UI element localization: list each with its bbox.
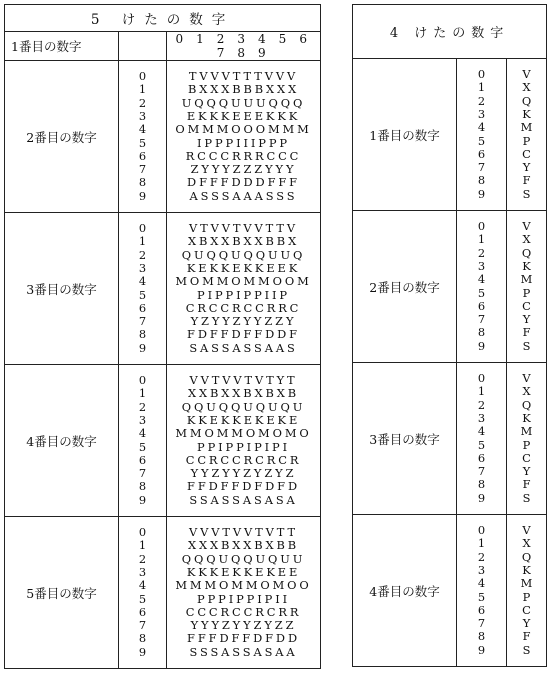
letter-cell: M <box>520 272 533 287</box>
four-digit-group-row <box>353 211 547 363</box>
letter-row: YYZYYZYZYZ <box>190 466 297 481</box>
digit-cell: 4 <box>138 426 147 441</box>
digit-cell: 3 <box>477 562 486 577</box>
letter-row: MMOMMOMOMO <box>175 426 312 441</box>
four-digit-group-row <box>353 515 547 667</box>
letter-cell: F <box>522 325 531 340</box>
digit-cell: 1 <box>477 536 486 551</box>
digit-cell: 2 <box>477 245 486 260</box>
letter-cell: Y <box>522 616 531 631</box>
letter-row: XXXBXXBXBB <box>187 538 300 553</box>
letter-row: VTVVTVVTTV <box>189 221 298 236</box>
letter-cell: V <box>522 67 531 82</box>
digit-cell: 5 <box>477 133 486 148</box>
letter-row: PPIPPIPIPI <box>197 439 290 454</box>
letter-row: OMMMOOOMMM <box>175 122 312 137</box>
digit-cell: 3 <box>477 410 486 425</box>
four-digit-group-row <box>353 363 547 515</box>
digit-cell: 5 <box>477 437 486 452</box>
letter-cell: P <box>522 437 531 452</box>
digit-cell: 2 <box>138 247 147 262</box>
letter-column <box>507 59 547 211</box>
digit-cell: 8 <box>477 325 486 340</box>
letter-cell: S <box>522 490 531 505</box>
letter-row: UQQQUUUQQQ <box>181 95 306 110</box>
digit-cell: 9 <box>138 492 147 507</box>
five-digit-group-row <box>5 365 321 517</box>
letter-cell: K <box>522 562 531 577</box>
digit-cell: 1 <box>138 538 147 553</box>
letter-grid <box>167 365 321 517</box>
letter-cell: K <box>522 258 531 273</box>
letter-cell: F <box>522 477 531 492</box>
letter-row: FFDFFDFDFD <box>187 479 300 494</box>
digit-cell: 9 <box>138 188 147 203</box>
letter-cell: S <box>522 338 531 353</box>
digit-cell: 7 <box>477 160 486 175</box>
letter-row: PPPIPPIPII <box>197 591 290 606</box>
digit-cell: 8 <box>477 173 486 188</box>
digit-cell: 7 <box>138 162 147 177</box>
digit-cell: 2 <box>477 93 486 108</box>
five-digit-title: 5 けたの数字 <box>5 5 321 32</box>
digit-cell: 7 <box>138 314 147 329</box>
letter-cell: Q <box>521 93 532 108</box>
letter-cell: M <box>520 120 533 135</box>
letter-cell: X <box>522 80 531 95</box>
digit-cell: 3 <box>477 106 486 121</box>
digit-cell: 6 <box>477 602 486 617</box>
digit-cell: 3 <box>138 564 147 579</box>
digit-cell: 1 <box>138 386 147 401</box>
five-digit-group-row <box>5 61 321 213</box>
group-label: 2番目の数字 <box>353 211 457 363</box>
letter-cell: V <box>522 371 531 386</box>
five-digit-group-row <box>5 517 321 669</box>
digit-cell: 6 <box>477 146 486 161</box>
letter-grid <box>167 517 321 669</box>
letter-cell: K <box>522 410 531 425</box>
digit-cell: 3 <box>138 108 147 123</box>
digit-cell: 0 <box>477 67 486 82</box>
digit-cell: 4 <box>477 576 486 591</box>
digit-cell: 5 <box>138 287 147 302</box>
letter-row: DFFFDDDFFF <box>187 175 300 190</box>
letter-row: TVVVTTTVVV <box>188 69 299 84</box>
digit-cell: 8 <box>138 479 147 494</box>
digit-cell: 6 <box>138 148 147 163</box>
digit-column <box>457 59 507 211</box>
digit-cell: 6 <box>477 298 486 313</box>
letter-row: QQUQQUQUQU <box>181 399 306 414</box>
four-digit-title: 4 けたの数字 <box>353 5 547 59</box>
digit-cell: 0 <box>477 371 486 386</box>
four-digit-code-table <box>352 4 547 667</box>
digit-cell: 4 <box>138 578 147 593</box>
letter-row: RCCCRRRCCC <box>185 148 302 163</box>
digit-cell: 4 <box>477 272 486 287</box>
digit-cell: 4 <box>477 120 486 135</box>
digit-column <box>457 363 507 515</box>
digit-cell: 9 <box>477 338 486 353</box>
letter-row: KKEKKEKEKE <box>186 412 301 427</box>
letter-row: FDFFDFFDDF <box>187 327 300 342</box>
five-digit-code-table <box>4 4 321 669</box>
digit-cell: 5 <box>477 589 486 604</box>
letter-column <box>507 363 547 515</box>
group-label: 4番目の数字 <box>353 515 457 667</box>
digit-cell: 9 <box>477 642 486 657</box>
letter-row: SASSASSAAS <box>189 340 298 355</box>
group-label: 4番目の数字 <box>5 365 119 517</box>
letter-cell: C <box>522 146 531 161</box>
digit-column <box>119 517 167 669</box>
group-label: 1番目の数字 <box>353 59 457 211</box>
letter-cell: C <box>522 298 531 313</box>
group-label: 5番目の数字 <box>5 517 119 669</box>
digit-cell: 2 <box>138 551 147 566</box>
letter-cell: Q <box>521 397 532 412</box>
letter-row: ZYYYZZZYYY <box>190 162 297 177</box>
digit-cell: 8 <box>138 175 147 190</box>
letter-cell: P <box>522 133 531 148</box>
letter-row: SSSASSASAA <box>189 644 298 659</box>
empty-header-cell <box>119 32 167 61</box>
letter-cell: S <box>522 642 531 657</box>
letter-cell: Y <box>522 464 531 479</box>
digit-cell: 0 <box>138 525 147 540</box>
four-digit-group-row <box>353 59 547 211</box>
digit-cell: 9 <box>477 186 486 201</box>
letter-cell: K <box>522 106 531 121</box>
letter-row: MOMMOMMOOM <box>175 274 312 289</box>
letter-cell: Y <box>522 312 531 327</box>
letter-cell: X <box>522 384 531 399</box>
digit-cell: 6 <box>138 300 147 315</box>
letter-row: SSASSASASA <box>189 492 298 507</box>
letter-cell: M <box>520 576 533 591</box>
digit-cell: 2 <box>138 95 147 110</box>
letter-row: PIPPIPPIIP <box>197 287 290 302</box>
letter-row: CCCRCCRCRR <box>185 604 302 619</box>
digit-column <box>119 61 167 213</box>
letter-cell: F <box>522 629 531 644</box>
letter-cell: X <box>522 232 531 247</box>
digit-cell: 1 <box>138 82 147 97</box>
letter-cell: X <box>522 536 531 551</box>
digit-cell: 7 <box>138 618 147 633</box>
letter-cell: C <box>522 450 531 465</box>
digit-cell: 5 <box>138 439 147 454</box>
letter-grid <box>167 61 321 213</box>
digit-cell: 3 <box>477 258 486 273</box>
letter-grid <box>167 213 321 365</box>
digit-cell: 9 <box>477 490 486 505</box>
letter-row: YYYZYYZYZZ <box>190 618 297 633</box>
letter-row: CCRCCRCRCR <box>185 452 302 467</box>
letter-row: QQQUQQUQUU <box>181 551 306 566</box>
letter-cell: V <box>522 219 531 234</box>
digit-cell: 2 <box>138 399 147 414</box>
digit-cell: 9 <box>138 644 147 659</box>
letter-column <box>507 515 547 667</box>
digit-cell: 0 <box>138 221 147 236</box>
letter-cell: S <box>522 186 531 201</box>
digit-cell: 7 <box>477 312 486 327</box>
letter-row: EKKKEEEKKK <box>186 108 301 123</box>
letter-row: VVVTVVTVTT <box>189 525 298 540</box>
digit-cell: 0 <box>138 69 147 84</box>
letter-cell: Q <box>521 245 532 260</box>
letter-row: BXXXBBBXXX <box>187 82 300 97</box>
letter-row: IPPPIIIPPP <box>197 135 290 150</box>
header-digits: 0 1 2 3 4 5 6 7 8 9 <box>167 32 321 61</box>
digit-cell: 3 <box>138 260 147 275</box>
letter-cell: M <box>520 424 533 439</box>
first-digit-label: 1番目の数字 <box>5 32 119 61</box>
digit-cell: 4 <box>138 274 147 289</box>
group-label: 2番目の数字 <box>5 61 119 213</box>
letter-row: XBXXBXXBBX <box>187 234 300 249</box>
digit-cell: 1 <box>477 384 486 399</box>
digit-cell: 5 <box>477 285 486 300</box>
letter-cell: P <box>522 589 531 604</box>
digit-column <box>457 211 507 363</box>
digit-column <box>119 213 167 365</box>
digit-cell: 8 <box>138 327 147 342</box>
letter-row: YZYYZYYZZY <box>190 314 297 329</box>
digit-cell: 0 <box>477 523 486 538</box>
digit-column <box>457 515 507 667</box>
digit-cell: 5 <box>138 591 147 606</box>
digit-cell: 8 <box>477 477 486 492</box>
digit-cell: 4 <box>477 424 486 439</box>
digit-cell: 1 <box>477 232 486 247</box>
letter-cell: Q <box>521 549 532 564</box>
digit-cell: 5 <box>138 135 147 150</box>
digit-column <box>119 365 167 517</box>
digit-cell: 6 <box>477 450 486 465</box>
digit-cell: 8 <box>138 631 147 646</box>
digit-cell: 9 <box>138 340 147 355</box>
letter-row: ASSSAAASSS <box>189 188 298 203</box>
letter-cell: V <box>522 523 531 538</box>
digit-cell: 2 <box>477 549 486 564</box>
group-label: 3番目の数字 <box>353 363 457 515</box>
five-digit-group-row <box>5 213 321 365</box>
digit-cell: 1 <box>138 234 147 249</box>
letter-row: CRCCRCCRRC <box>185 300 302 315</box>
letter-row: QUQQUQQUUQ <box>181 247 306 262</box>
letter-row: FFFDFFDFDD <box>187 631 300 646</box>
group-label: 3番目の数字 <box>5 213 119 365</box>
digit-cell: 1 <box>477 80 486 95</box>
letter-cell: Y <box>522 160 531 175</box>
digit-cell: 6 <box>138 604 147 619</box>
digit-cell: 3 <box>138 412 147 427</box>
digit-cell: 7 <box>138 466 147 481</box>
letter-row: XXBXXBXBXB <box>187 386 300 401</box>
digit-cell: 7 <box>477 616 486 631</box>
letter-row: MMMOMMOMOO <box>175 578 312 593</box>
digit-cell: 0 <box>138 373 147 388</box>
digit-cell: 0 <box>477 219 486 234</box>
digit-cell: 4 <box>138 122 147 137</box>
letter-cell: C <box>522 602 531 617</box>
digit-cell: 6 <box>138 452 147 467</box>
digit-cell: 7 <box>477 464 486 479</box>
digit-cell: 8 <box>477 629 486 644</box>
letter-column <box>507 211 547 363</box>
letter-row: VVTVVTVTYT <box>189 373 298 388</box>
letter-cell: F <box>522 173 531 188</box>
letter-row: KEKKEKKEEK <box>186 260 301 275</box>
digit-cell: 2 <box>477 397 486 412</box>
letter-cell: P <box>522 285 531 300</box>
letter-row: KKKEKKEKEE <box>186 564 301 579</box>
